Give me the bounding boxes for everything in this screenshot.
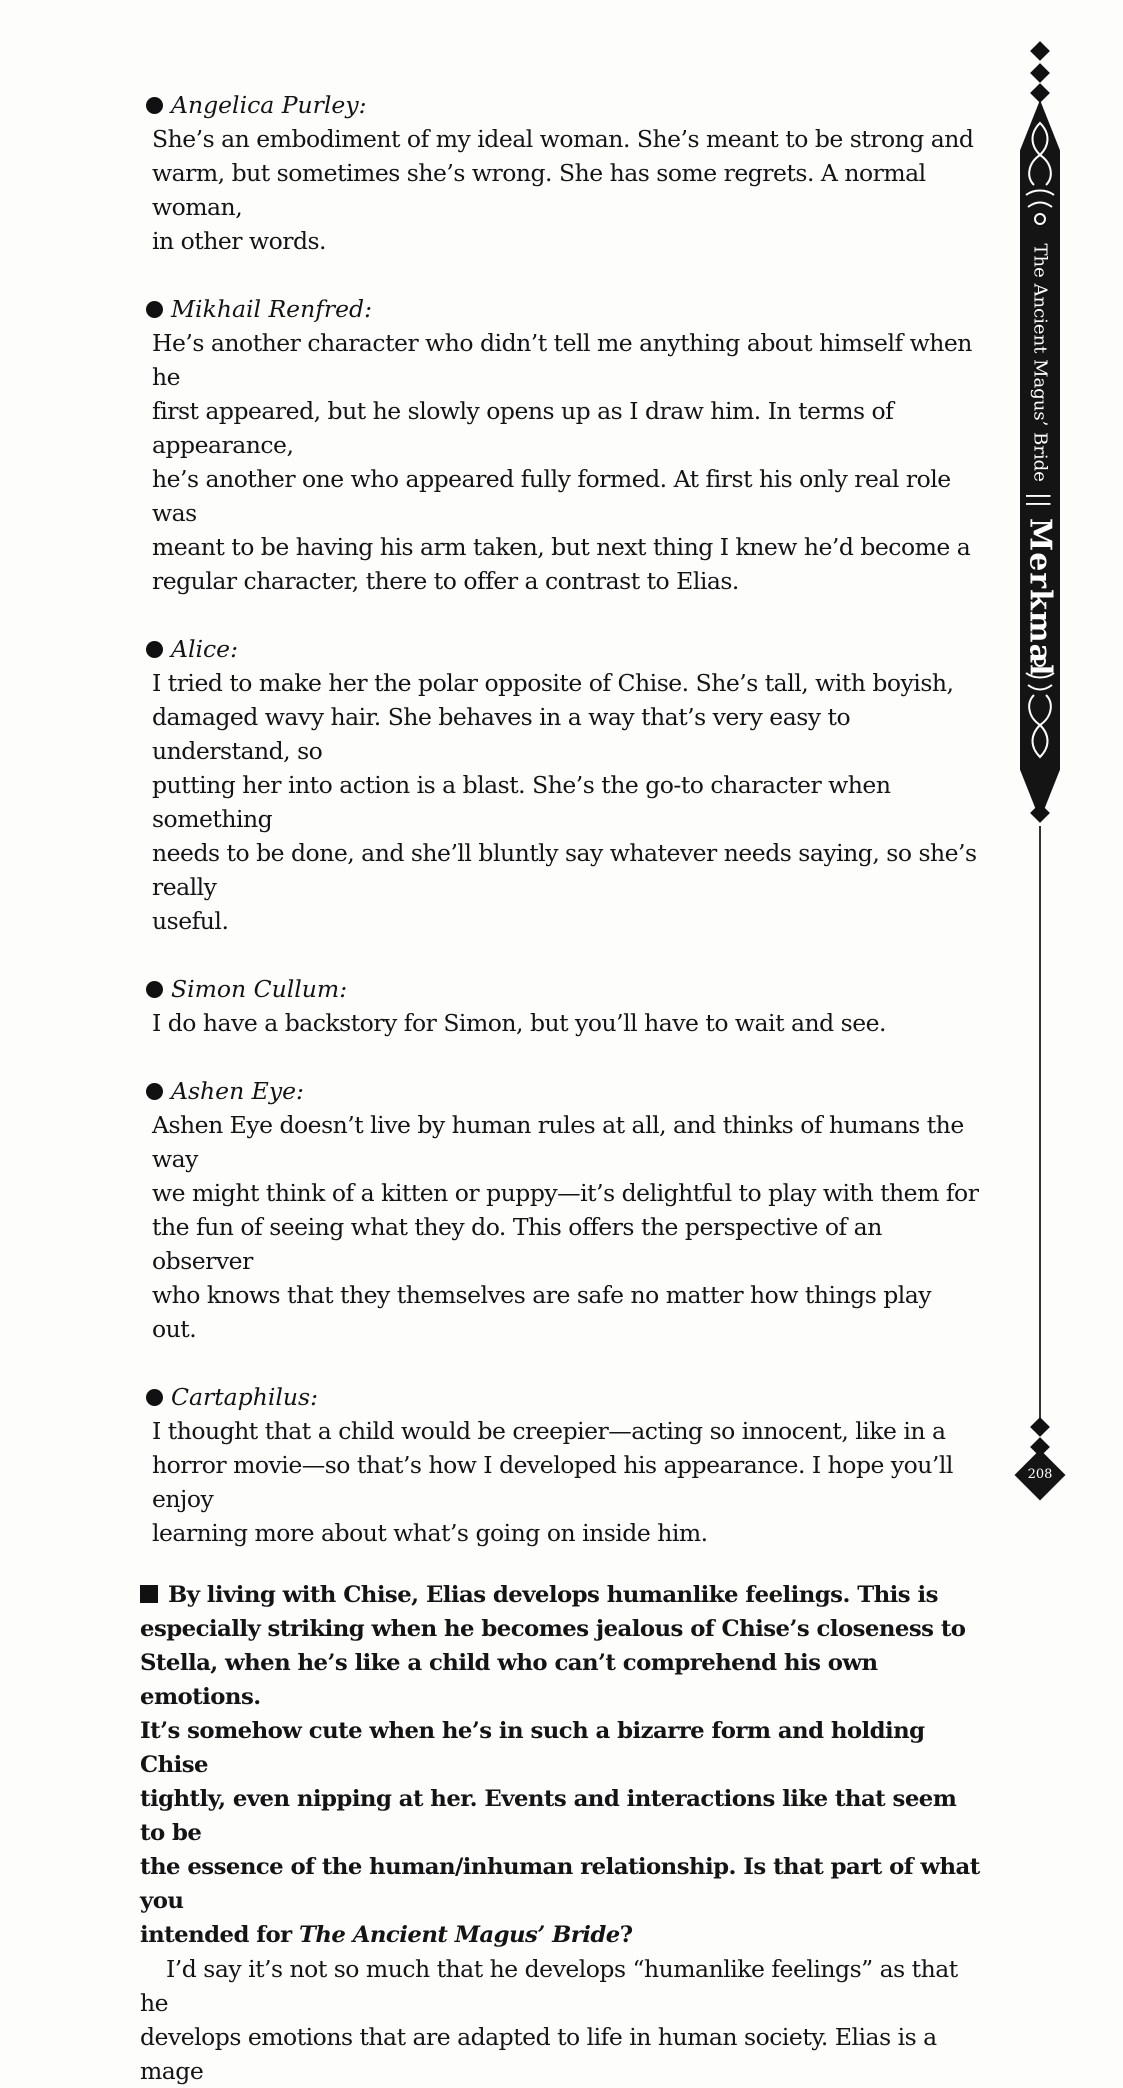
entry-name <box>140 972 980 1006</box>
entry-body <box>140 1414 980 1550</box>
main-text <box>140 88 980 2088</box>
section-title: Merkmal <box>1022 518 1058 677</box>
bullet-icon <box>146 981 163 998</box>
text-line: It’s somehow cute when he’s in such a bizarre form and holding Chise <box>140 1718 925 1778</box>
text-line: the fun of seeing what they do. This offers the perspective of an observer <box>152 1213 882 1275</box>
filigree-ornament-icon <box>1020 645 1060 765</box>
bullet-icon <box>146 97 163 114</box>
question-text: intended for <box>140 1922 299 1948</box>
bullet-icon <box>146 301 163 318</box>
running-header-sidebar <box>1010 40 1070 1540</box>
text-line <box>140 1918 980 1952</box>
text-line: learning more about what’s going on inside him. <box>152 1519 708 1547</box>
question-text: By living with Chise, Elias develops humanlike feelings. This is <box>168 1582 938 1608</box>
entry-name <box>140 88 980 122</box>
square-bullet-icon <box>140 1585 158 1603</box>
entry-name <box>140 1074 980 1108</box>
entry-body <box>140 1006 980 1040</box>
entry-ashen-eye <box>140 1074 980 1346</box>
diamond-ornament-icon <box>1030 83 1050 103</box>
text-line: He’s another character who didn’t tell me anything about himself when he <box>152 329 972 391</box>
entry-name <box>140 1380 980 1414</box>
entry-simon <box>140 972 980 1040</box>
text-line: putting her into action is a blast. She’s the go-to character when something <box>152 771 891 833</box>
text-line: in other words. <box>152 227 327 255</box>
text-line: needs to be done, and she’ll bluntly say whatever needs saying, so she’s really <box>152 839 977 901</box>
diamond-ornament-icon <box>1030 1417 1050 1437</box>
text-line: I thought that a child would be creepier—acting so innocent, like in a <box>152 1417 946 1445</box>
text-line: he’s another one who appeared fully formed. At first his only real role was <box>152 465 951 527</box>
text-line: I tried to make her the polar opposite of Chise. She’s tall, with boyish, <box>152 669 954 697</box>
text-line: develops emotions that are adapted to life in human society. Elias is a mage <box>140 2023 937 2085</box>
running-title <box>1023 244 1058 677</box>
book-title: The Ancient Magus’ Bride <box>1029 243 1051 482</box>
text-line: we might think of a kitten or puppy—it’s delightful to play with them for <box>152 1179 979 1207</box>
entry-alice <box>140 632 980 938</box>
diamond-ornament-icon <box>1030 803 1050 823</box>
bullet-icon <box>146 1389 163 1406</box>
entry-name-text: Angelica Purley: <box>171 91 367 119</box>
vertical-rule <box>1039 826 1041 1426</box>
filigree-ornament-icon <box>1020 115 1060 235</box>
text-line: Ashen Eye doesn’t live by human rules at all, and thinks of humans the way <box>152 1111 964 1173</box>
page-number: 208 <box>1027 1467 1053 1482</box>
entry-angelica <box>140 88 980 258</box>
text-line: regular character, there to offer a contrast to Elias. <box>152 567 739 595</box>
entry-name-text: Simon Cullum: <box>171 975 348 1003</box>
text-line: She’s an embodiment of my ideal woman. She’s meant to be strong and <box>152 125 974 153</box>
entry-mikhail <box>140 292 980 598</box>
text-line: damaged wavy hair. She behaves in a way that’s very easy to understand, so <box>152 703 851 765</box>
entry-body <box>140 1108 980 1346</box>
entry-name-text: Cartaphilus: <box>171 1383 319 1411</box>
entry-cartaphilus <box>140 1380 980 1550</box>
interview-question <box>140 1578 980 1952</box>
diamond-ornament-icon <box>1030 63 1050 83</box>
text-line: meant to be having his arm taken, but next thing I knew he’d become a <box>152 533 971 561</box>
bullet-icon <box>146 1083 163 1100</box>
title-separator: || <box>1026 491 1054 509</box>
text-line: tightly, even nipping at her. Events and interactions like that seem to be <box>140 1786 957 1846</box>
entry-name <box>140 632 980 666</box>
text-line: horror movie—so that’s how I developed his appearance. I hope you’ll enjoy <box>152 1451 953 1513</box>
text-line: I do have a backstory for Simon, but you’ll have to wait and see. <box>152 1009 886 1037</box>
entry-name <box>140 292 980 326</box>
text-line: I’d say it’s not so much that he develops “humanlike feelings” as that he <box>140 1955 958 2017</box>
interview-answer <box>140 1952 980 2088</box>
text-line: Stella, when he’s like a child who can’t comprehend his own emotions. <box>140 1650 878 1710</box>
text-line: the essence of the human/inhuman relationship. Is that part of what you <box>140 1854 980 1914</box>
entry-body <box>140 122 980 258</box>
text-line: warm, but sometimes she’s wrong. She has some regrets. A normal woman, <box>152 159 926 221</box>
text-line: especially striking when he becomes jealous of Chise’s closeness to <box>140 1616 966 1642</box>
bullet-icon <box>146 641 163 658</box>
entry-body <box>140 326 980 598</box>
entry-body <box>140 666 980 938</box>
text-line <box>140 1578 980 1612</box>
entry-name-text: Alice: <box>171 635 238 663</box>
book-title-reference: The Ancient Magus’ Bride <box>298 1922 620 1948</box>
text-line: who knows that they themselves are safe no matter how things play out. <box>152 1281 932 1343</box>
text-line: useful. <box>152 907 229 935</box>
entry-name-text: Mikhail Renfred: <box>171 295 373 323</box>
text-line: first appeared, but he slowly opens up as I draw him. In terms of appearance, <box>152 397 894 459</box>
question-text: ? <box>619 1922 633 1948</box>
entry-name-text: Ashen Eye: <box>171 1077 304 1105</box>
diamond-ornament-icon <box>1030 41 1050 61</box>
